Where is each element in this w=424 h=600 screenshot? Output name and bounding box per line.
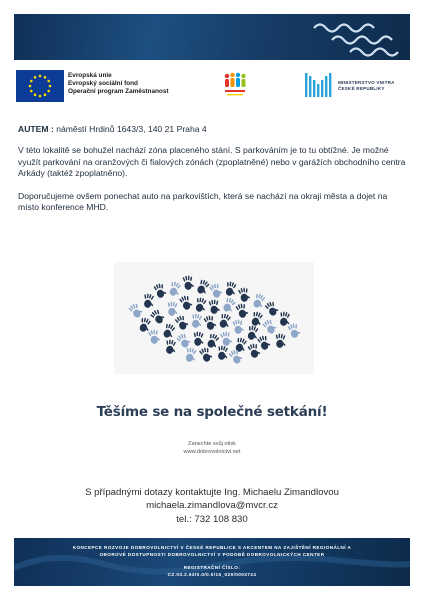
headline: Těšíme se na společné setkání! [96,404,328,420]
address-text: náměstí Hrdinů 1643/3, 140 21 Praha 4 [53,124,207,134]
footer-project-line-2: OBOROVÉ DOSTUPNOSTI DOBROVOLNICTVÍ V PODOBĚ DOBROVOLNICKÝCH CENTER [99,552,325,557]
contact-block [0,486,424,526]
imprint-note [0,440,424,456]
footer-project-line-1: KONCEPCE ROZVOJE DOBROVOLNICTVÍ V ČESKÉ REPUBLICE S AKCENTEM NA ZAJIŠTĚNÍ REGIONÁLNÍ A [72,545,352,550]
contact-email[interactable]: michaela.zimandlova@mvcr.cz [146,500,278,512]
eu-text-line-2: Evropský sociální fond [68,80,138,87]
main-content [18,124,410,224]
address-label: AUTEM : [18,124,54,134]
footer-reg-number: CZ.03.2.63/0.0/0.0/15_029/0003724 [167,572,257,577]
eu-flag-icon [16,70,64,102]
imprint-line: Zanechte svůj otisk [188,441,236,447]
address-line [18,124,410,135]
top-banner [14,14,410,60]
volunteer-people-logo-icon [220,70,250,100]
eu-text-line-3: Operační program Zaměstnanost [68,88,169,95]
ministry-text-line-2: ČESKÉ REPUBLIKY [338,86,385,91]
footer-banner [14,538,410,586]
eu-program-text [68,72,169,96]
recommendation-paragraph: Doporučujeme ovšem ponechat auto na parkovištích, která se nachází na okraji města a dojet na místo konference MHD. [18,190,388,213]
banner-wave-decoration [14,14,410,60]
contact-phone: tel.: 732 108 830 [176,513,248,525]
ministry-text [338,80,395,92]
footer-reg-label: REGISTRAČNÍ ČÍSLO: [183,565,241,570]
eu-text-line-1: Evropská unie [68,72,112,79]
partner-logos [14,70,410,104]
imprint-website[interactable]: www.dobrovolnictvi.net [183,449,241,455]
ministry-text-line-1: MINISTERSTVO VNITRA [338,80,395,85]
parking-paragraph: V této lokalitě se bohužel nachází zóna placeného stání. S parkováním je to tu obtížné. Je možné využít parkování na oranžových či fialových zónách (zpoplatněné) nebo v garážích obchodního centra Arkády (taktéž zpoplatněno). [18,145,406,179]
hands-map-illustration [114,262,314,374]
ministry-logo-icon [304,72,334,98]
contact-intro: S případnými dotazy kontaktujte Ing. Michaelu Zimandlovou [85,487,339,498]
hand-prints-icon [114,262,314,374]
